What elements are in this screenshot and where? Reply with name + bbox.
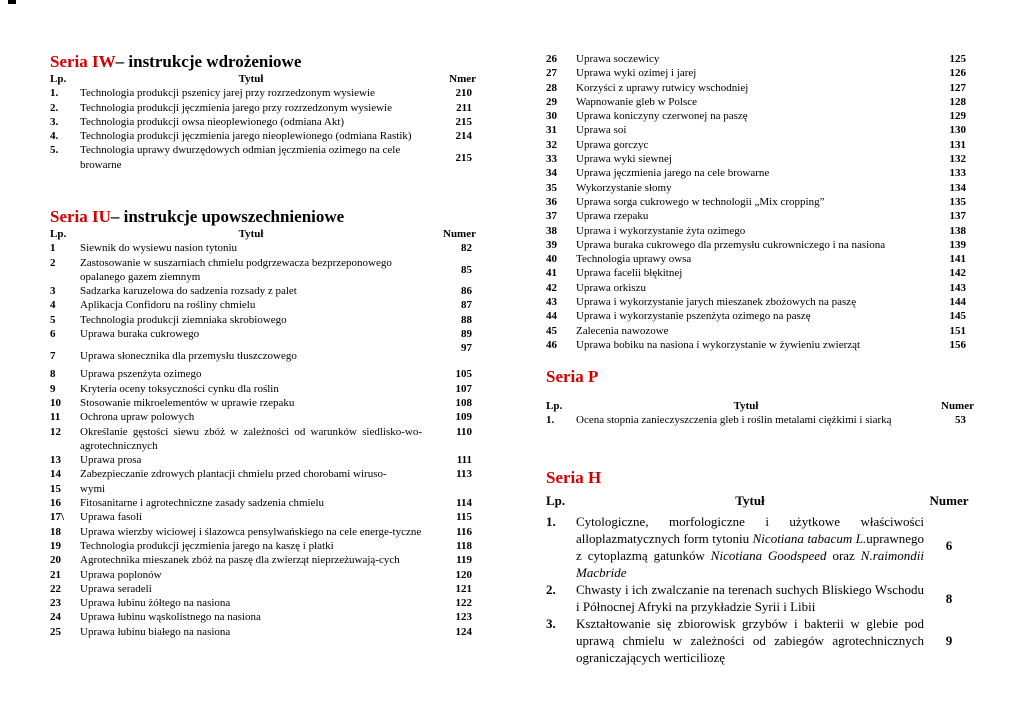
row-number: 125 xyxy=(949,53,966,65)
row-lp: 27 xyxy=(546,67,557,80)
row-title: Uprawa soi xyxy=(576,124,627,137)
title-species-2: Nicotiana Goodspeed xyxy=(710,548,827,563)
row-number: 137 xyxy=(949,210,966,223)
row-number: 110 xyxy=(456,425,472,438)
row-lp: 28 xyxy=(546,81,557,94)
table-row xyxy=(50,496,480,510)
row-lp: 36 xyxy=(546,195,557,208)
row-title: Uprawa pszenżyta ozimego xyxy=(80,368,202,381)
table-row xyxy=(50,396,480,410)
seria-iw-title-prefix: Seria IW xyxy=(50,52,116,71)
row-lp: 2. xyxy=(546,582,556,597)
table-row xyxy=(50,425,480,454)
col-nr-header: Nmer xyxy=(449,73,476,85)
table-row xyxy=(50,596,480,610)
row-lp: 38 xyxy=(546,224,557,237)
row-title: Uprawa seradeli xyxy=(80,582,152,595)
table-row xyxy=(50,582,480,596)
col-lp-header: Lp. xyxy=(546,400,563,412)
col-title-header: Tytuł xyxy=(238,73,264,85)
seria-iu-title xyxy=(50,207,480,227)
col-nr-header: Numer xyxy=(929,493,969,508)
row-lp: 1 xyxy=(50,242,56,255)
row-lp: 25 xyxy=(50,625,61,638)
row-title: Siewnik do wysiewu nasion tytoniu xyxy=(80,242,238,255)
row-title: Technologia uprawy dwurzędowych odmian jęczmienia ozimego na cele browarne xyxy=(80,144,401,171)
row-title: Uprawa wyki siewnej xyxy=(576,153,672,166)
row-title: Uprawa wyki ozimej i jarej xyxy=(576,67,697,80)
row-lp: 14 xyxy=(50,468,61,481)
table-row xyxy=(546,138,974,152)
row-number: 210 xyxy=(455,87,472,100)
row-title: Uprawa słonecznika dla przemysłu tłuszczowego xyxy=(80,350,297,363)
table-row xyxy=(50,129,480,143)
seria-h-section xyxy=(546,468,974,666)
row-title: Uprawa łubinu białego na nasiona xyxy=(80,625,231,638)
row-lp: 11 xyxy=(50,411,61,424)
table-row xyxy=(546,224,974,238)
table-header-row xyxy=(546,492,974,509)
table-row xyxy=(546,209,974,223)
table-row xyxy=(50,241,480,255)
row-number: 114 xyxy=(456,497,472,510)
row-lp: 21 xyxy=(50,568,61,581)
row-number: 131 xyxy=(949,138,966,151)
row-lp: 37 xyxy=(546,210,557,223)
row-title: Technologia produkcji ziemniaka skrobiowego xyxy=(80,313,287,326)
row-number: 215 xyxy=(455,151,472,164)
row-title: Ochrona upraw polowych xyxy=(80,411,195,424)
row-lp: 31 xyxy=(546,124,557,137)
row-number xyxy=(422,482,480,496)
seria-iw-section xyxy=(50,52,480,172)
row-lp: 24 xyxy=(50,611,61,624)
row-title: Uprawa gorczyc xyxy=(576,138,649,151)
row-lp: 8 xyxy=(50,368,56,381)
row-lp: 2. xyxy=(50,101,59,114)
row-title: Kryteria oceny toksyczności cynku dla roślin xyxy=(80,382,279,395)
table-row xyxy=(50,382,480,396)
row-lp: 9 xyxy=(50,382,56,395)
row-lp: 39 xyxy=(546,238,557,251)
row-number: 122 xyxy=(455,597,472,610)
row-title: Zalecenia nawozowe xyxy=(576,324,669,337)
row-title: Wykorzystanie słomy xyxy=(576,181,672,194)
row-title: Wapnowanie gleb w Polsce xyxy=(576,95,697,108)
table-row xyxy=(50,525,480,539)
table-row xyxy=(50,115,480,129)
row-lp: 3. xyxy=(546,616,556,631)
row-title: Technologia produkcji jęczmienia jarego nieoplewionego (odmiana Rastik) xyxy=(80,130,412,143)
seria-iu-table-continued xyxy=(546,52,974,352)
row-lp: 1. xyxy=(546,414,555,427)
row-title: Technologia produkcji jęczmienia jarego przy rozrzedzonym wysiewie xyxy=(80,101,392,114)
col-title-header: Tytuł xyxy=(735,493,765,508)
table-row xyxy=(546,324,974,338)
row-lp: 10 xyxy=(50,396,61,409)
row-number: 85 xyxy=(461,263,472,276)
row-number: 9 xyxy=(945,633,953,648)
row-title: Zastosowanie w suszarniach chmielu podgrzewacza bezprzeponowego opalanego gazem ziemnym xyxy=(80,256,392,283)
row-number: 115 xyxy=(456,511,472,524)
title-species-1: Nicotiana tabacum L. xyxy=(752,531,867,546)
row-number: 111 xyxy=(456,454,472,467)
col-title-header: Tytuł xyxy=(733,400,759,412)
row-lp: 4. xyxy=(50,130,59,143)
row-title xyxy=(576,509,924,581)
table-row xyxy=(50,410,480,424)
table-row xyxy=(50,539,480,553)
row-number: 141 xyxy=(949,253,966,266)
row-lp: 23 xyxy=(50,597,61,610)
row-number: 6 xyxy=(945,537,953,553)
row-number: 143 xyxy=(949,281,966,294)
table-row xyxy=(50,256,480,285)
row-number: 135 xyxy=(949,195,966,208)
row-number: 118 xyxy=(456,539,472,552)
table-header-row xyxy=(50,227,480,241)
row-number: 8 xyxy=(945,590,953,606)
row-lp: 12 xyxy=(50,425,61,438)
row-number: 126 xyxy=(949,67,966,80)
col-title-header: Tytuł xyxy=(238,228,264,240)
row-title: Uprawa buraka cukrowego dla przemysłu cukrowniczego i na nasiona xyxy=(576,238,886,251)
row-lp: 34 xyxy=(546,167,557,180)
row-lp: 1. xyxy=(546,514,556,529)
row-title: Uprawa bobiku na nasiona i wykorzystanie w żywieniu zwierząt xyxy=(576,338,861,351)
col-nr-header: Numer xyxy=(443,228,476,240)
table-row xyxy=(546,309,974,323)
row-lp: 18 xyxy=(50,525,61,538)
seria-h-table xyxy=(546,492,974,666)
table-row xyxy=(50,327,480,341)
row-title: Uprawa orkiszu xyxy=(576,281,646,294)
seria-iu-table xyxy=(50,227,480,639)
table-row xyxy=(546,413,974,427)
row-number: 109 xyxy=(455,411,472,424)
row-number: 156 xyxy=(949,338,966,351)
seria-h-title: Seria H xyxy=(546,468,602,487)
row-number: 129 xyxy=(949,110,966,123)
table-row xyxy=(50,284,480,298)
row-title: Korzyści z uprawy rutwicy wschodniej xyxy=(576,81,749,94)
seria-iu-title-prefix: Seria IU xyxy=(50,207,111,226)
table-row xyxy=(546,281,974,295)
row-lp: 46 xyxy=(546,338,557,351)
seria-iw-title-suffix: – instrukcje wdrożeniowe xyxy=(115,52,302,71)
table-row xyxy=(50,298,480,312)
row-lp: 13 xyxy=(50,454,61,467)
row-title: Fitosanitarne i agrotechniczne zasady sadzenia chmielu xyxy=(80,497,325,510)
row-number: 87 xyxy=(461,299,472,312)
row-number: 215 xyxy=(455,115,472,128)
row-number: 97 xyxy=(461,342,472,355)
table-row xyxy=(546,152,974,166)
row-title: Uprawa i wykorzystanie żyta ozimego xyxy=(576,224,746,237)
row-title: Stosowanie mikroelementów w uprawie rzepaku xyxy=(80,396,295,409)
table-row xyxy=(546,615,974,666)
row-lp: 2 xyxy=(50,256,56,269)
table-row xyxy=(546,181,974,195)
row-title: Uprawa soczewicy xyxy=(576,53,660,65)
row-lp: 17\ xyxy=(50,511,65,524)
seria-p-table xyxy=(546,399,974,428)
row-lp: 45 xyxy=(546,324,557,337)
row-title: Technologia uprawy owsa xyxy=(576,253,692,266)
row-title: Uprawa rzepaku xyxy=(576,210,649,223)
seria-iu-continued xyxy=(546,52,974,352)
seria-iu-title-suffix: – instrukcje upowszechnieniowe xyxy=(110,207,345,226)
row-title: Uprawa łubinu żółtego na nasiona xyxy=(80,597,231,610)
row-number: 151 xyxy=(949,324,966,337)
row-number: 142 xyxy=(949,267,966,280)
row-number: 130 xyxy=(949,124,966,137)
row-lp: 43 xyxy=(546,296,557,309)
row-lp: 41 xyxy=(546,267,557,280)
seria-iu-section xyxy=(50,207,480,639)
row-title: Uprawa sorga cukrowego w technologii „Mix cropping” xyxy=(576,195,825,208)
row-lp: 19 xyxy=(50,539,61,552)
row-number: 127 xyxy=(949,81,966,94)
table-row xyxy=(50,482,480,496)
row-title: Uprawa fasoli xyxy=(80,511,143,524)
row-lp: 7 xyxy=(50,350,56,363)
table-header-row xyxy=(50,72,480,86)
seria-p-section xyxy=(546,367,974,428)
table-row xyxy=(50,143,480,172)
row-lp: 20 xyxy=(50,554,61,567)
row-title: Technologia produkcji jęczmienia jarego na kaszę i płatki xyxy=(80,539,334,552)
table-row xyxy=(546,166,974,180)
table-row xyxy=(546,109,974,123)
row-lp: 40 xyxy=(546,253,557,266)
title-species-3: N.raimondii Macbride xyxy=(576,548,924,580)
col-nr-header: Numer xyxy=(941,400,974,412)
table-row xyxy=(546,52,974,66)
title-part: uprawnego z cytoplazmą gatunków xyxy=(576,531,924,563)
row-title: Aplikacja Confidoru na rośliny chmielu xyxy=(80,299,256,312)
row-number: 89 xyxy=(461,328,472,341)
row-lp: 5 xyxy=(50,313,56,326)
row-lp: 3 xyxy=(50,285,56,298)
table-row xyxy=(50,101,480,115)
corner-mark xyxy=(8,0,16,4)
row-title: Określanie gęstości siewu zbóż w zależności od warunków siedlisko-wo-agrotechnicznych xyxy=(80,425,422,452)
row-lp: 32 xyxy=(546,138,557,151)
row-lp: 15 xyxy=(50,482,61,495)
table-row xyxy=(546,238,974,252)
seria-p-title: Seria P xyxy=(546,367,599,386)
row-lp: 26 xyxy=(546,53,557,65)
table-row xyxy=(50,86,480,100)
row-title: Technologia produkcji owsa nieoplewionego (odmiana Akt) xyxy=(80,115,345,128)
row-title: Uprawa i wykorzystanie jarych mieszanek zbożowych na paszę xyxy=(576,296,857,309)
row-title: Uprawa i wykorzystanie pszenżyta ozimego na paszę xyxy=(576,310,811,323)
col-lp-header: Lp. xyxy=(50,228,67,240)
row-title: Technologia produkcji pszenicy jarej przy rozrzedzonym wysiewie xyxy=(80,87,375,100)
row-title: Uprawa buraka cukrowego xyxy=(80,328,200,341)
row-lp: 5. xyxy=(50,144,59,157)
row-lp: 33 xyxy=(546,153,557,166)
table-row xyxy=(546,95,974,109)
row-title: Zabezpieczanie zdrowych plantacji chmielu przed chorobami wiruso- xyxy=(80,468,387,481)
table-row xyxy=(546,123,974,137)
row-title: Sadzarka karuzelowa do sadzenia rozsady z palet xyxy=(80,285,297,298)
col-lp-header: Lp. xyxy=(50,73,67,85)
row-number: 133 xyxy=(949,167,966,180)
row-number: 132 xyxy=(949,153,966,166)
row-number: 120 xyxy=(455,568,472,581)
row-title: Kształtowanie się zbiorowisk grzybów i bakterii w glebie pod uprawą chmielu w zależności od zabiegów agrotechnicznych ograniczających werticiliozę xyxy=(576,616,924,665)
row-number: 138 xyxy=(949,224,966,237)
seria-iw-title xyxy=(50,52,480,72)
table-row xyxy=(546,338,974,352)
row-number: 108 xyxy=(455,396,472,409)
row-number: 53 xyxy=(955,414,966,427)
table-row xyxy=(546,581,974,615)
table-row xyxy=(546,295,974,309)
row-number: 121 xyxy=(455,582,472,595)
row-title: wymi xyxy=(80,482,106,495)
row-lp: 3. xyxy=(50,115,59,128)
row-number: 123 xyxy=(455,611,472,624)
table-row xyxy=(50,341,480,363)
table-row xyxy=(546,266,974,280)
row-number: 128 xyxy=(949,95,966,108)
row-number: 211 xyxy=(456,101,472,114)
table-row xyxy=(50,313,480,327)
row-number: 88 xyxy=(461,313,472,326)
title-part: oraz xyxy=(826,548,861,563)
table-row xyxy=(546,252,974,266)
table-row xyxy=(546,509,974,581)
row-lp: 1. xyxy=(50,87,59,100)
row-number: 119 xyxy=(456,554,472,567)
table-row xyxy=(546,66,974,80)
table-row xyxy=(50,363,480,381)
row-number: 139 xyxy=(949,238,966,251)
row-number: 144 xyxy=(949,296,966,309)
row-title: Uprawa prosa xyxy=(80,454,142,467)
row-lp: 35 xyxy=(546,181,557,194)
row-number: 107 xyxy=(455,382,472,395)
row-lp: 29 xyxy=(546,95,557,108)
row-title: Uprawa łubinu wąskolistnego na nasiona xyxy=(80,611,261,624)
title-part: Cytologiczne, morfologiczne i użytkowe właściwości alloplazmatycznych form tytoniu xyxy=(576,514,924,546)
row-number: 86 xyxy=(461,285,472,298)
table-row xyxy=(50,625,480,639)
table-row xyxy=(546,81,974,95)
table-header-row xyxy=(546,399,974,413)
row-number: 214 xyxy=(455,130,472,143)
row-title: Uprawa koniczyny czerwonej na paszę xyxy=(576,110,748,123)
row-lp: 22 xyxy=(50,582,61,595)
table-row xyxy=(546,195,974,209)
seria-iw-table xyxy=(50,72,480,172)
row-title: Uprawa wierzby wiciowej i ślazowca pensylwańskiego na cele energe-tyczne xyxy=(80,525,422,538)
row-lp: 4 xyxy=(50,299,56,312)
row-lp: 42 xyxy=(546,281,557,294)
row-lp: 16 xyxy=(50,497,61,510)
table-row xyxy=(50,510,480,524)
table-row xyxy=(50,568,480,582)
row-title: Uprawa facelii błękitnej xyxy=(576,267,683,280)
row-title: Ocena stopnia zanieczyszczenia gleb i roślin metalami ciężkimi i siarką xyxy=(576,414,892,427)
row-title: Chwasty i ich zwalczanie na terenach suchych Bliskiego Wschodu i Północnej Afryki na przykładzie Syrii i Libii xyxy=(576,582,924,614)
row-number: 124 xyxy=(455,625,472,638)
row-lp: 30 xyxy=(546,110,557,123)
row-number: 82 xyxy=(461,242,472,255)
row-number: 116 xyxy=(456,525,472,538)
row-number: 105 xyxy=(455,368,472,381)
table-row xyxy=(50,467,480,481)
row-number: 145 xyxy=(949,310,966,323)
row-number: 134 xyxy=(949,181,966,194)
table-row xyxy=(50,453,480,467)
row-title: Uprawa poplonów xyxy=(80,568,162,581)
row-number: 113 xyxy=(456,468,472,481)
col-lp-header: Lp. xyxy=(546,493,566,508)
table-row xyxy=(50,553,480,567)
row-lp: 6 xyxy=(50,328,56,341)
table-row xyxy=(50,610,480,624)
row-title: Agrotechnika mieszanek zbóż na paszę dla zwierząt nieprzeżuwają-cych xyxy=(80,554,400,567)
row-lp: 44 xyxy=(546,310,557,323)
row-title: Uprawa jęczmienia jarego na cele browarne xyxy=(576,167,770,180)
